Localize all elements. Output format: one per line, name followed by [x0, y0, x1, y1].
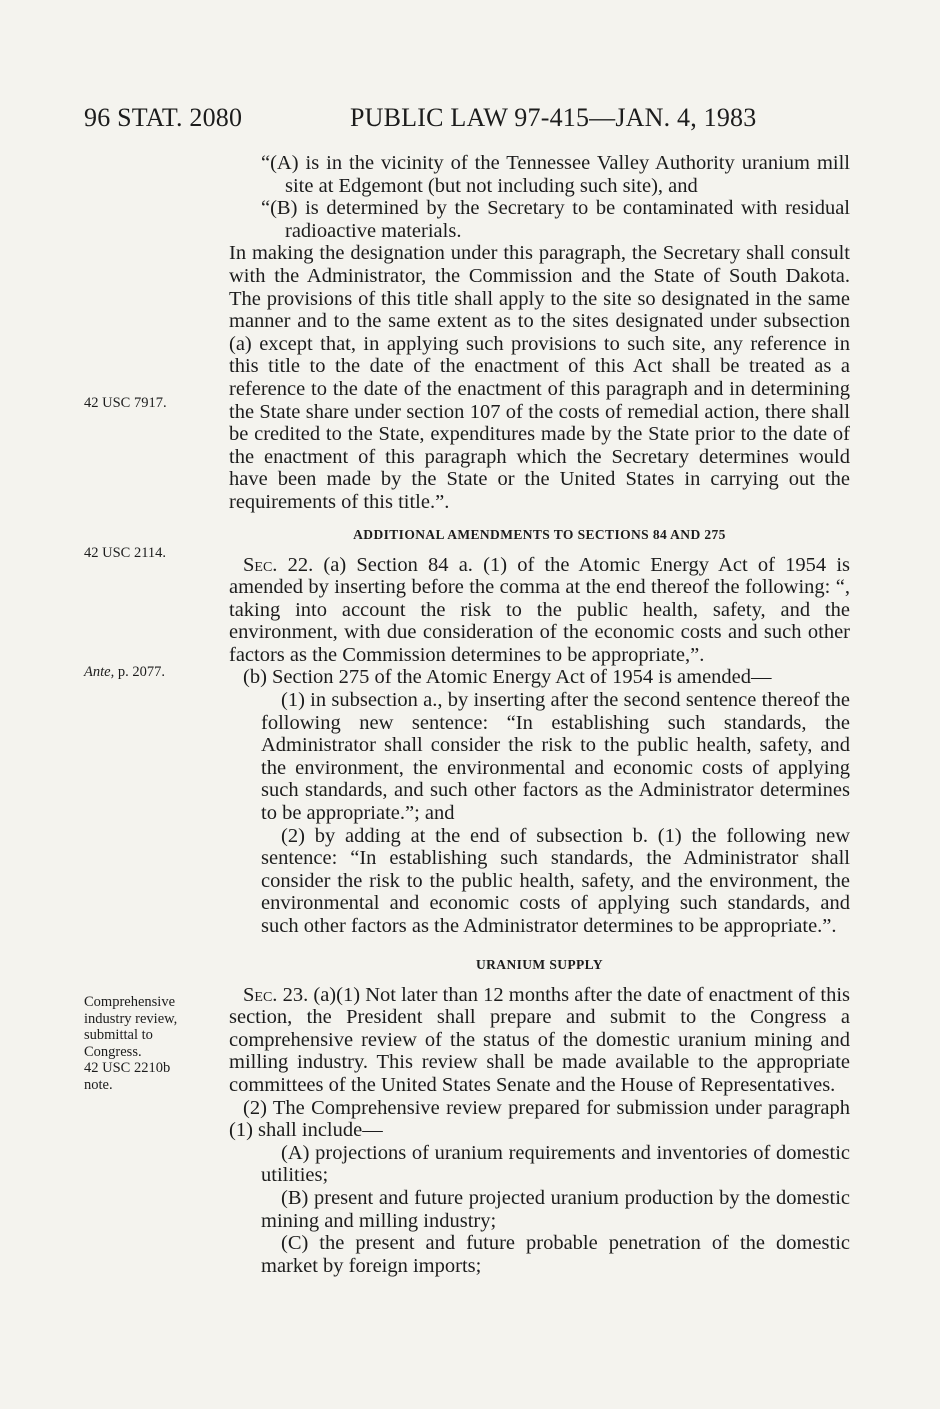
body-text: [229, 152, 850, 1277]
designation-paragraph: In making the designation under this paragraph, the Secretary shall consult with the Administrator, the Commission and the State of South Dakota. The provisions of this title shall apply to the site so designated in the same manner and to the same extent as to the sites designated under subsection (a) except that, in applying such provisions to such site, any reference in this title to the date of the enactment of this Act shall be treated as a reference to the date of the enactment of this paragraph and in determining the State share under section 107 of the costs of remedial action, there shall be credited to the State, expenditures made by the State prior to the date of the enactment of this paragraph which the Secretary determines would have been made by the State or the United States in carrying out the requirements of this title.”.: [229, 242, 850, 513]
margin-note-usc-2114: 42 USC 2114.: [84, 545, 167, 561]
ante-word: Ante,: [84, 664, 115, 680]
page-title: PUBLIC LAW 97-415—JAN. 4, 1983: [350, 103, 757, 132]
margin-note-usc-7917: 42 USC 7917.: [84, 395, 167, 411]
item-b: “(B) is determined by the Secretary to be contaminated with residual radioactive materials.: [261, 197, 850, 242]
stat-reference: 96 STAT. 2080: [84, 103, 243, 132]
ante-page: p. 2077.: [117, 664, 165, 680]
section-heading-amendments: ADDITIONAL AMENDMENTS TO SECTIONS 84 AND 275: [353, 526, 726, 542]
section-22-b-1: (1) in subsection a., by inserting after the second sentence thereof the following new sentence: “In establishing such standards, the Administrator shall consider the risk to the public health, safety, and the environment, the environmental and economic costs of applying such standards, and such other factors as the Administrator determines to be appropriate.”; and: [261, 689, 850, 825]
section-heading-uranium-supply: URANIUM SUPPLY: [476, 956, 603, 972]
margin-note-ante: [84, 664, 214, 681]
item-a: “(A) is in the vicinity of the Tennessee Valley Authority uranium mill site at Edgemont (but not including such site), and: [261, 152, 850, 197]
section-23-A: (A) projections of uranium requirements and inventories of domestic utilities;: [261, 1141, 850, 1187]
section-22-label: Sec. 22.: [243, 553, 314, 576]
section-23-C: (C) the present and future probable penetration of the domestic market by foreign imports;: [261, 1232, 850, 1277]
section-23-a-2: (2) The Comprehensive review prepared for submission under paragraph (1) shall include—: [229, 1096, 850, 1142]
section-23-label: Sec. 23.: [243, 983, 309, 1006]
section-23-a-1: Sec. 23. (a)(1) Not later than 12 months after the date of enactment of this section, the President shall prepare and submit to the Congress a comprehensive review of the status of the domestic uranium mining and milling industry. This review shall be made available to the appropriate committees of the United States Senate and the House of Representatives.: [229, 983, 850, 1096]
margin-note-comprehensive: Comprehensive industry review, submittal to Congress. 42 USC 2210b note.: [84, 994, 178, 1093]
section-22-b: (b) Section 275 of the Atomic Energy Act of 1954 is amended—: [243, 666, 772, 689]
section-23-B: (B) present and future projected uranium production by the domestic mining and milling industry;: [261, 1186, 850, 1232]
section-22-a: Sec. 22. (a) Section 84 a. (1) of the Atomic Energy Act of 1954 is amended by inserting before the comma at the end thereof the following: “, taking into account the risk to the public health, safety, and the environment, with due consideration of the economic costs and such other factors as the Commission determines to be appropriate,”.: [229, 553, 850, 666]
section-22-b-2: (2) by adding at the end of subsection b. (1) the following new sentence: “In establishing such standards, the Administrator shall consider the risk to the public health, safety, and the environment, the environmental and economic costs of applying such standards, and such other factors as the Administrator determines to be appropriate.”.: [261, 824, 850, 937]
